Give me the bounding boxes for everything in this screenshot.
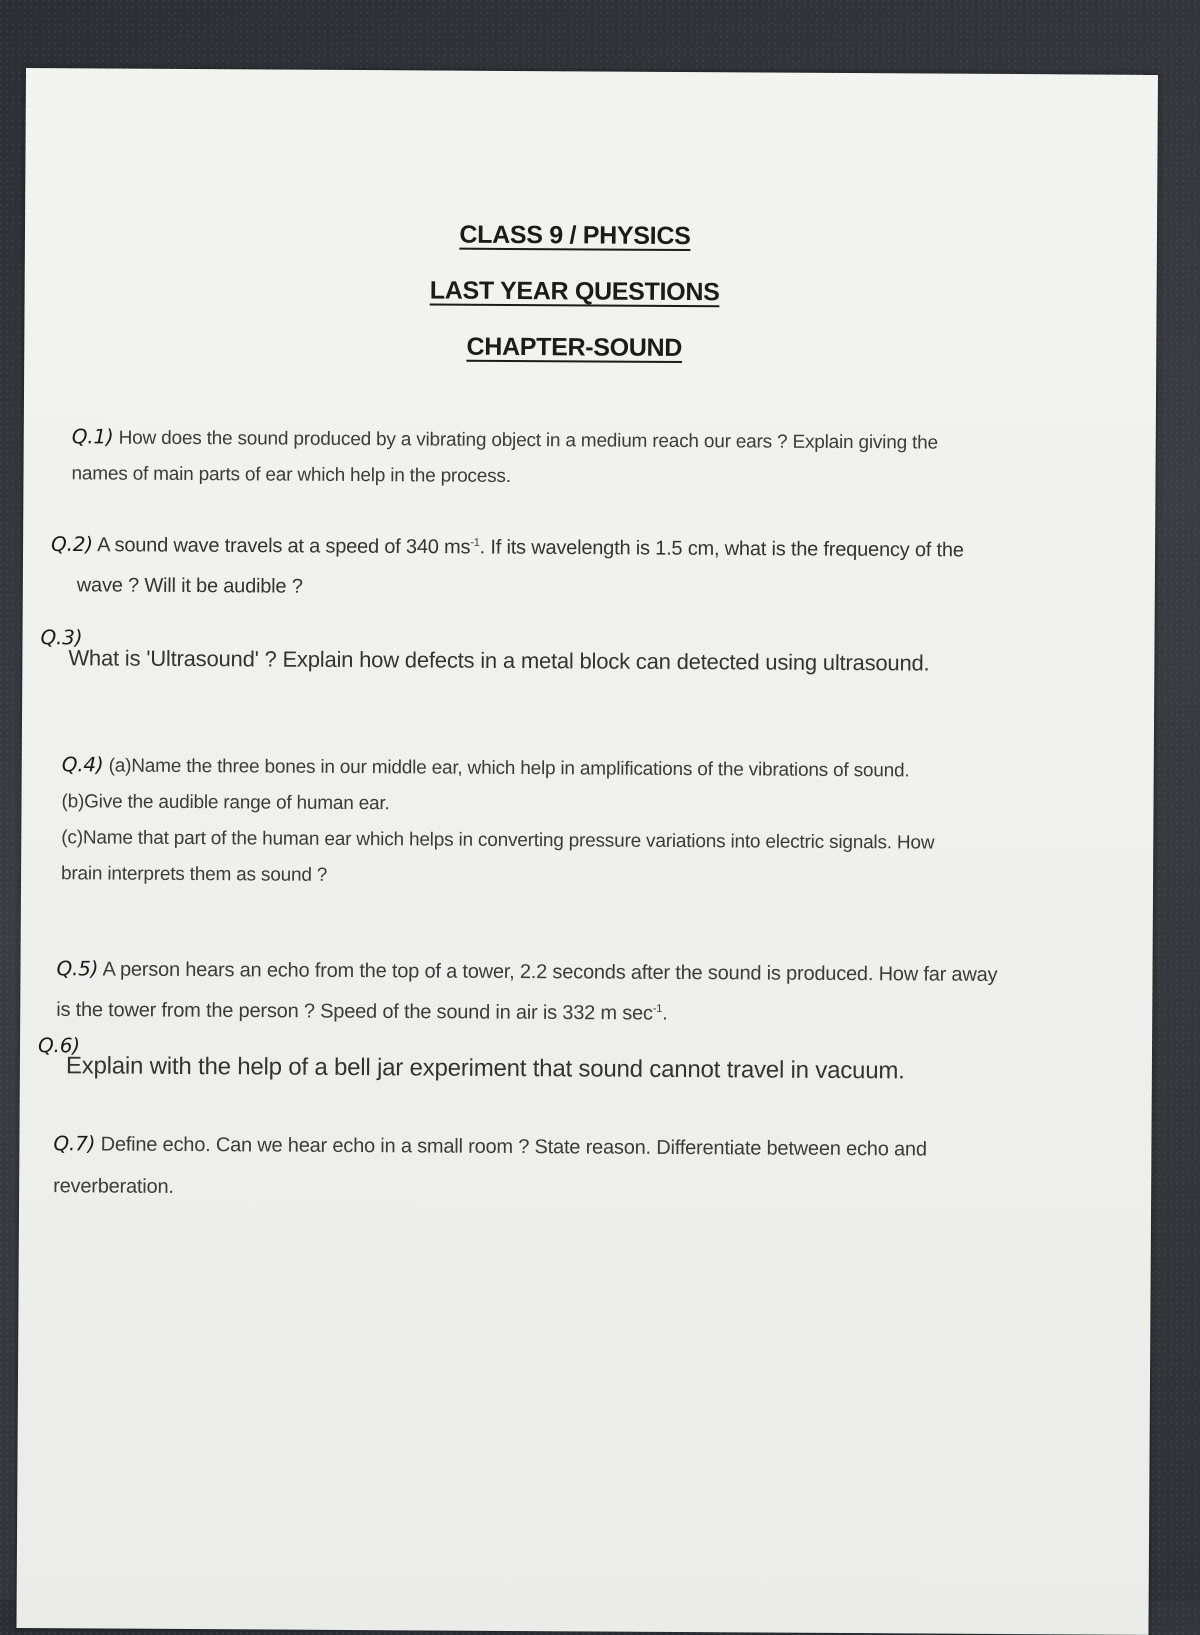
- question-4: [61, 746, 935, 897]
- question-4-line-1: (a)Name the three bones in our middle ear, which help in amplifications of the vibrations of sound.: [108, 755, 910, 782]
- question-5-superscript: -1: [652, 1002, 663, 1015]
- question-paper: [16, 68, 1158, 1635]
- question-5-line-2a: is the tower from the person ? Speed of the sound in air is 332 m sec: [56, 998, 653, 1025]
- subtitle-heading: LAST YEAR QUESTIONS: [429, 276, 720, 307]
- question-6: [37, 1033, 905, 1089]
- class-heading: CLASS 9 / PHYSICS: [459, 220, 691, 251]
- question-3-line-1: What is 'Ultrasound' ? Explain how defects in a metal block can detected using ultrasound.: [68, 645, 930, 676]
- question-1-line-2: names of main parts of ear which help in the process.: [71, 463, 511, 487]
- question-3: [40, 625, 930, 681]
- question-number-2: Q.2): [51, 531, 93, 557]
- question-number-5: Q.5): [56, 956, 99, 981]
- question-2-line-1a: A sound wave travels at a speed of 340 ms: [97, 534, 471, 559]
- question-2-line-1b: . If its wavelength is 1.5 cm, what is the frequency of the: [479, 536, 964, 562]
- question-4-line-2: (b)Give the audible range of human ear.: [61, 791, 390, 815]
- question-1: [71, 418, 938, 497]
- question-5-line-1: A person hears an echo from the top of a tower, 2.2 seconds after the sound is produced. How far away: [102, 958, 998, 986]
- question-number-7: Q.7): [53, 1131, 96, 1156]
- question-2-superscript: -1: [470, 536, 480, 549]
- chapter-heading: CHAPTER-SOUND: [466, 332, 683, 363]
- question-5-line-2b: .: [662, 1002, 668, 1025]
- question-4-line-3: (c)Name that part of the human ear which helps in converting pressure variations into electric signals. How: [61, 827, 935, 854]
- question-5: [56, 950, 997, 1033]
- question-1-line-1: How does the sound produced by a vibrating object in a medium reach our ears ? Explain giving the: [118, 427, 938, 454]
- question-number-3: Q.3): [40, 625, 83, 650]
- question-7: [53, 1122, 927, 1212]
- question-4-line-4: brain interprets them as sound ?: [61, 863, 328, 886]
- question-number-6: Q.6): [37, 1033, 80, 1058]
- question-2: [51, 520, 964, 610]
- question-7-line-2: reverberation.: [53, 1175, 174, 1198]
- question-7-line-1: Define echo. Can we hear echo in a small room ? State reason. Differentiate between echo and: [100, 1133, 927, 1161]
- question-number-1: Q.1): [71, 424, 114, 449]
- question-number-4: Q.4): [61, 752, 104, 777]
- question-6-line-1: Explain with the help of a bell jar experiment that sound cannot travel in vacuum.: [65, 1052, 905, 1085]
- question-2-line-2: wave ? Will it be audible ?: [76, 573, 303, 598]
